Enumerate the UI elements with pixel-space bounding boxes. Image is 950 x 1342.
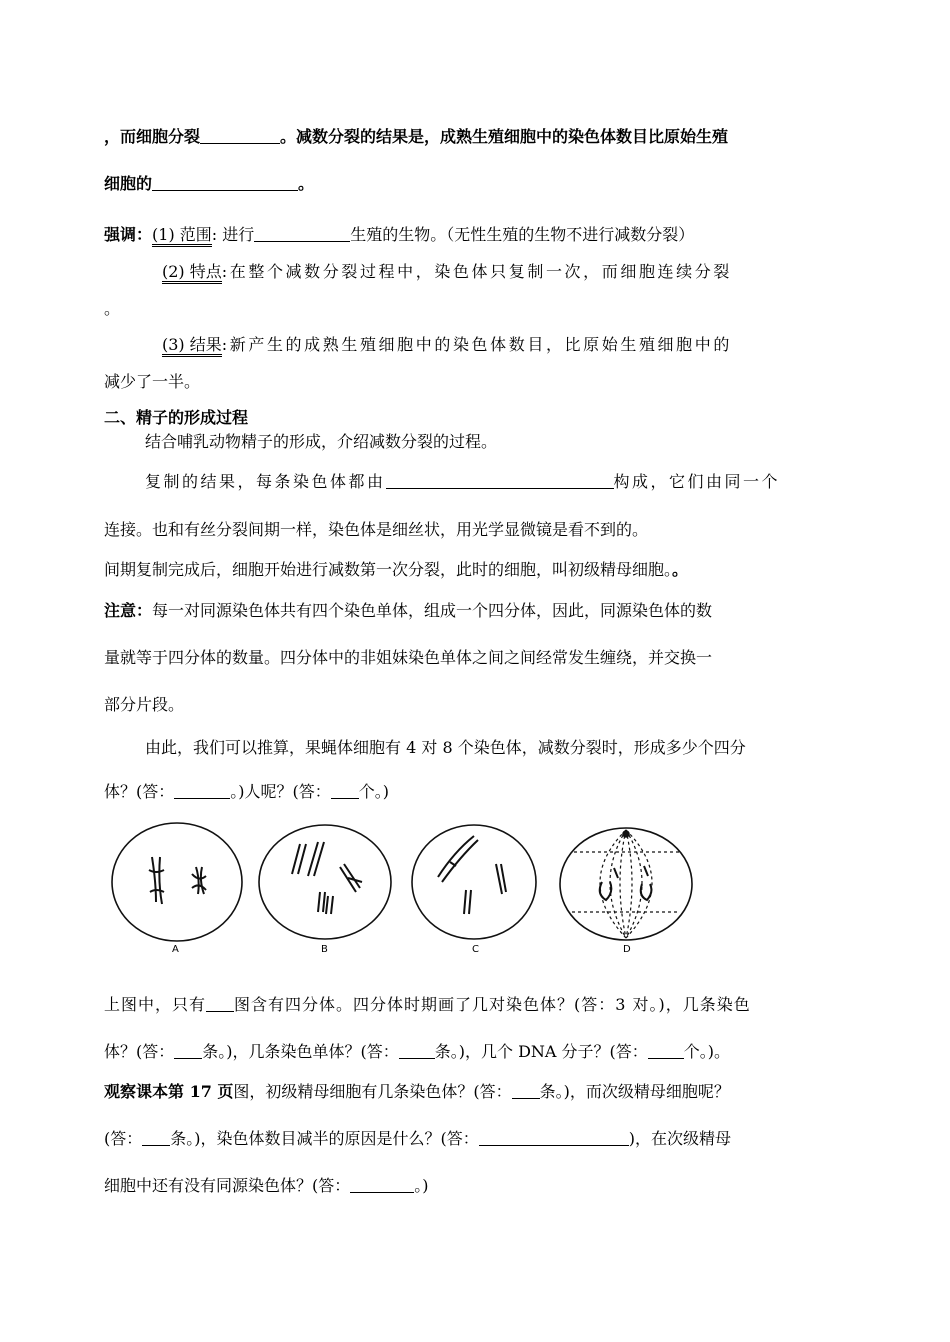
question-1-line-2: [104, 779, 389, 802]
text: 。: [104, 299, 121, 318]
cell-b: [259, 825, 391, 939]
question-1-line-1: 由此，我们可以推算，果蝇体细胞有 4 对 8 个染色体，减数分裂时，形成多少个四分: [145, 738, 746, 757]
cell-diagram: [104, 812, 704, 962]
fill-blank[interactable]: [350, 1176, 414, 1193]
figure-label-a: A: [172, 944, 179, 955]
text: 条。)，而次级精母细胞呢？: [539, 1082, 730, 1101]
fill-blank[interactable]: [479, 1129, 629, 1146]
text: 。减数分裂的结果是，成熟生殖细胞中的染色体数目比原始生殖: [280, 127, 729, 146]
fill-blank[interactable]: [174, 782, 230, 799]
fill-blank[interactable]: [386, 472, 614, 489]
text: 减少了一半。: [104, 372, 201, 391]
para-line-2: [104, 171, 314, 194]
fill-blank[interactable]: [142, 1129, 170, 1146]
note-line-1: [104, 598, 712, 621]
emphasis-item-3: [162, 332, 732, 355]
text: 。): [414, 1176, 429, 1195]
text: 个。): [358, 782, 389, 801]
fill-blank[interactable]: [331, 782, 359, 799]
text: :在整个减数分裂过程中，染色体只复制一次，而细胞连续分裂: [221, 262, 732, 281]
emphasis-item-2-cont: [104, 296, 120, 319]
fill-blank[interactable]: [152, 174, 298, 191]
section-heading: 二、精子的形成过程: [104, 408, 249, 427]
emphasis-item-1: [104, 222, 694, 245]
fill-blank[interactable]: [512, 1082, 540, 1099]
text: 条。)，几条染色单体？(答：: [202, 1042, 399, 1061]
section-intro: 结合哺乳动物精子的形成，介绍减数分裂的过程。: [145, 432, 498, 451]
text: 复制的结果，每条染色体都由: [145, 472, 386, 491]
cell-division-figure: [104, 812, 704, 962]
figure-label-d: D: [623, 944, 631, 955]
question-3-line-3: [104, 1173, 429, 1196]
item-tag: (3) 结果: [162, 335, 222, 357]
emphasis-item-2: [162, 259, 732, 282]
fill-blank[interactable]: [174, 1042, 202, 1059]
question-2-line-2: [104, 1039, 730, 1062]
text: )，在次级精母: [628, 1129, 731, 1148]
text: 个。)。: [683, 1042, 731, 1061]
figure-label-c: C: [472, 944, 479, 955]
emphasis-label: 强调：: [104, 225, 153, 244]
text: 细胞中还有没有同源染色体？(答：: [104, 1176, 351, 1195]
text: 。: [672, 560, 689, 579]
text: 上图中，只有: [104, 995, 207, 1014]
replication-line-2: 连接。也和有丝分裂间期一样，染色体是细丝状，用光学显微镜是看不到的。: [104, 520, 649, 539]
replication-line-1: [145, 469, 780, 492]
figure-label-b: B: [321, 944, 328, 955]
para-line-1: [104, 124, 728, 147]
note-label: 注意：: [104, 601, 153, 620]
text: 体？(答：: [104, 1042, 175, 1061]
cell-d: [560, 828, 692, 940]
text: 。)人呢？(答：: [230, 782, 331, 801]
text: 图，初级精母细胞有几条染色体？(答：: [233, 1082, 512, 1101]
fill-blank[interactable]: [254, 225, 350, 242]
text: 间期复制完成后，细胞开始进行减数第一次分裂，此时的细胞，叫初级精母细胞。: [104, 560, 673, 579]
text: :新产生的成熟生殖细胞中的染色体数目，比原始生殖细胞中的: [221, 335, 732, 354]
fill-blank[interactable]: [399, 1042, 435, 1059]
emphasis-item-3-cont: [104, 369, 200, 392]
text: ，而细胞分裂: [104, 127, 201, 146]
interphase-line: [104, 557, 688, 580]
text: 构成，它们由同一个: [613, 472, 781, 491]
text: 体？(答：: [104, 782, 175, 801]
text: 每一对同源染色体共有四个染色单体，组成一个四分体，因此，同源染色体的数: [152, 601, 713, 620]
text: 图含有四分体。四分体时期画了几对染色体？(答：3 对。)，几条染色: [234, 995, 751, 1014]
text: 生殖的生物。（无性生殖的生物不进行减数分裂）: [350, 225, 695, 244]
text: 条。)，几个 DNA 分子？(答：: [434, 1042, 648, 1061]
question-3-line-2: [104, 1126, 731, 1149]
question-3-line-1: [104, 1079, 730, 1102]
note-line-3: 部分片段。: [104, 695, 185, 714]
text: 细胞的: [104, 174, 153, 193]
fill-blank[interactable]: [648, 1042, 684, 1059]
fill-blank[interactable]: [206, 995, 234, 1012]
text: 观察课本第 17 页: [104, 1082, 234, 1101]
cell-a: [112, 823, 242, 941]
text: 。: [298, 174, 315, 193]
item-tag: (2) 特点: [162, 262, 222, 284]
note-line-2: 量就等于四分体的数量。四分体中的非姐妹染色单体之间之间经常发生缠绕，并交换一: [104, 648, 713, 667]
fill-blank[interactable]: [200, 127, 280, 144]
text: 条。)，染色体数目减半的原因是什么？(答：: [170, 1129, 479, 1148]
question-2-line-1: [104, 992, 751, 1015]
text: (答：: [104, 1129, 143, 1148]
cell-c: [412, 825, 536, 939]
text: : 进行: [211, 225, 255, 244]
item-tag: (1) 范围: [152, 225, 212, 247]
